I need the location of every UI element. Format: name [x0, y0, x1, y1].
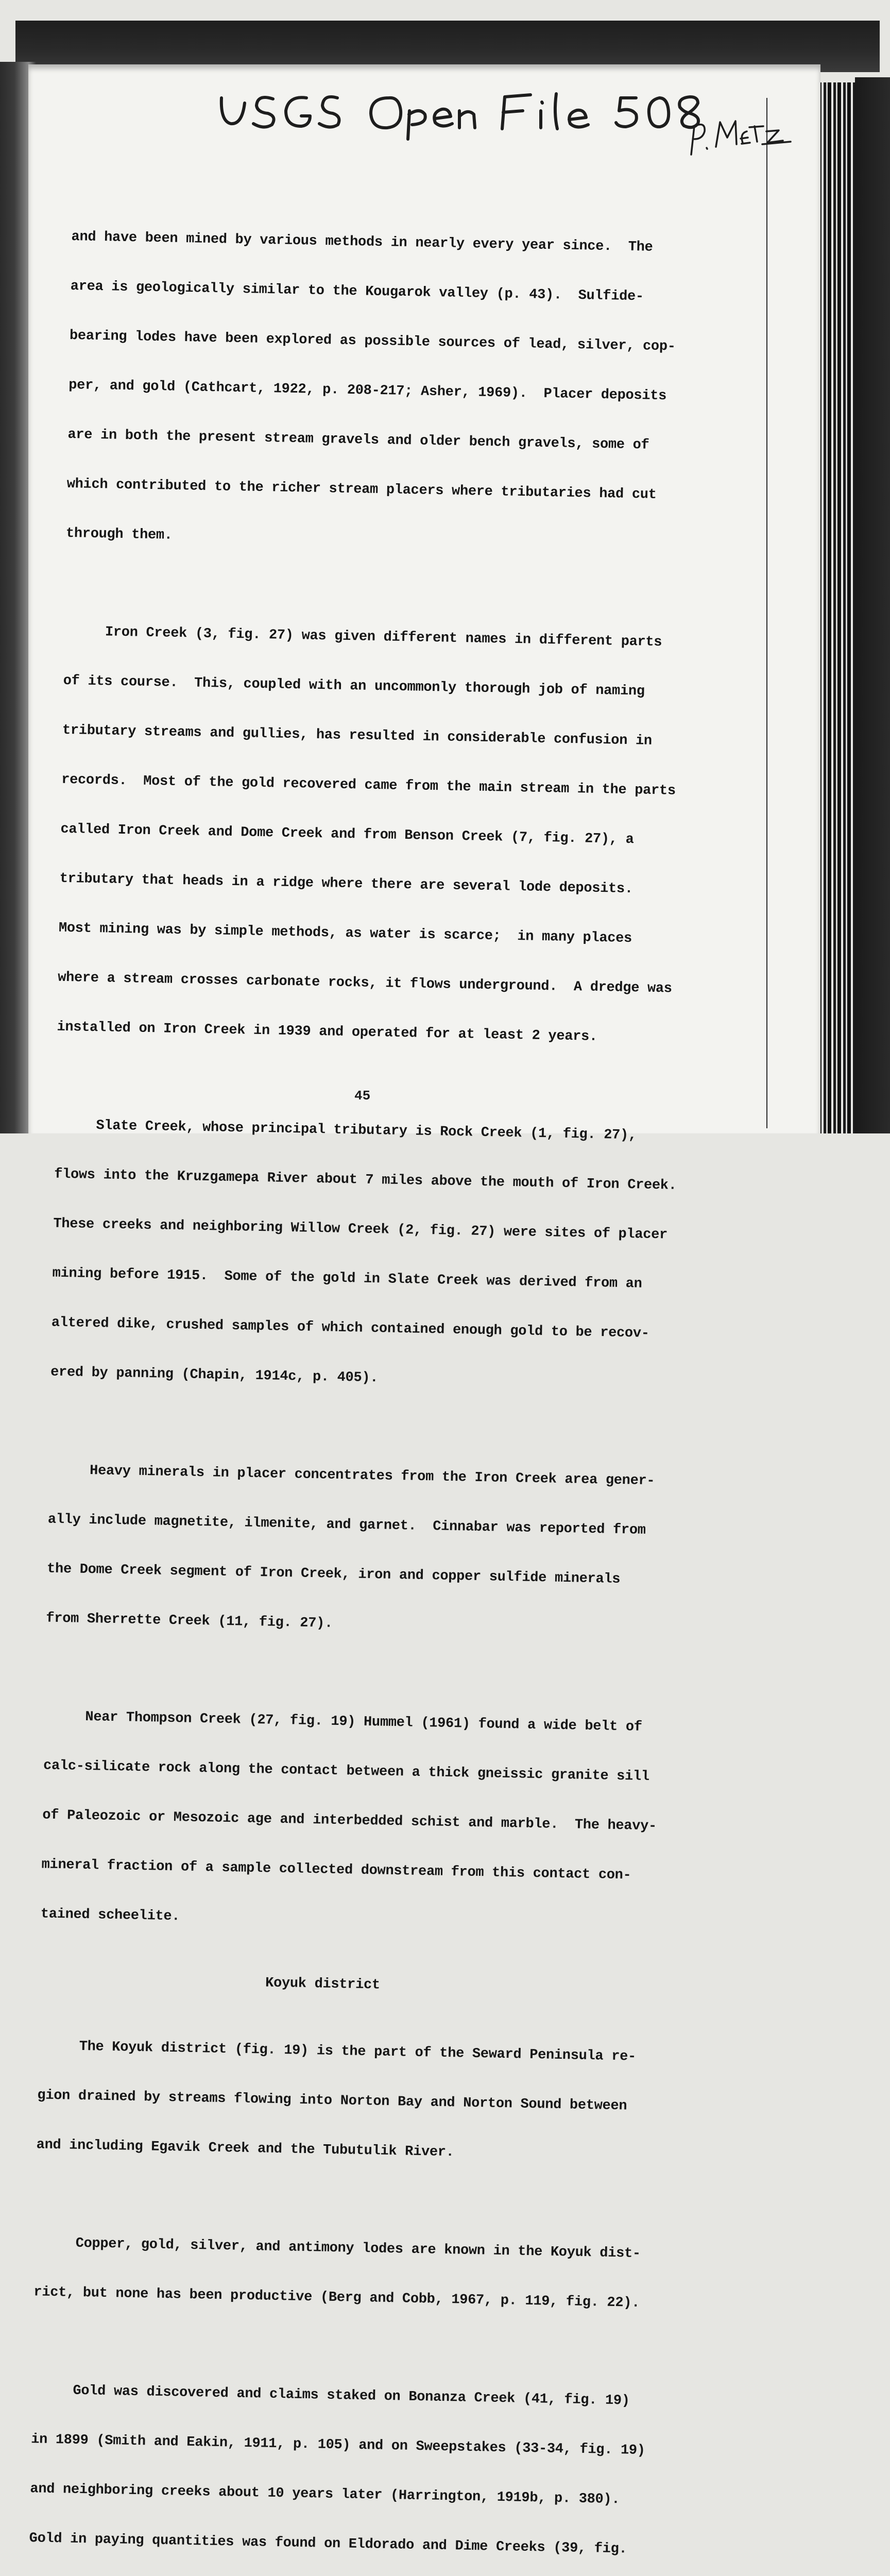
text-line: Heavy minerals in placer concentrates from the Iron Creek area gener- — [48, 1462, 655, 1489]
text-line: called Iron Creek and Dome Creek and from Benson Creek (7, fig. 27), a — [60, 821, 634, 848]
text-line: the Dome Creek segment of Iron Creek, iron and copper sulfide minerals — [46, 1561, 621, 1587]
body-text — [26, 196, 721, 2576]
text-line: ally include magnetite, ilmenite, and garnet. Cinnabar was reported from — [47, 1512, 646, 1538]
text-line: Copper, gold, silver, and antimony lodes are known in the Koyuk dist- — [34, 2235, 641, 2262]
text-line: ered by panning (Chapin, 1914c, p. 405). — [50, 1364, 379, 1386]
handwritten-signature — [685, 116, 798, 157]
text-line: The Koyuk district (fig. 19) is the part of the Seward Peninsula re- — [38, 2038, 637, 2065]
text-line: Most mining was by simple methods, as water is scarce; in many places — [58, 920, 632, 947]
text-line: which contributed to the richer stream placers where tributaries had cut — [66, 476, 657, 503]
text-line: area is geologically similar to the Kougarok valley (p. 43). Sulfide- — [70, 278, 644, 305]
text-line: tributary streams and gullies, has resulted in considerable confusion in — [62, 722, 653, 749]
text-line: through them. — [65, 526, 173, 544]
text-line: of Paleozoic or Mesozoic age and interbedded schist and marble. The heavy- — [42, 1807, 657, 1835]
paragraph — [56, 590, 714, 1080]
paragraph — [33, 2201, 684, 2345]
text-line: Slate Creek, whose principal tributary is Rock Creek (1, fig. 27), — [55, 1117, 637, 1144]
text-line: and including Egavik Creek and the Tubutulik River. — [36, 2137, 454, 2161]
text-line: Near Thompson Creek (27, fig. 19) Hummel (1961) found a wide belt of — [44, 1708, 642, 1735]
text-line: calc-silicate rock along the contact between a thick gneissic granite sill — [43, 1758, 650, 1785]
paragraph — [45, 1429, 698, 1672]
paragraph — [40, 1675, 694, 1968]
paragraph — [27, 2349, 682, 2576]
paragraph — [50, 1084, 705, 1426]
handwritten-title — [216, 82, 711, 139]
text-line: and have been mined by various methods in nearly every year since. The — [71, 229, 653, 256]
text-line: flows into the Kruzgamepa River about 7 miles above the mouth of Iron Creek. — [54, 1166, 677, 1194]
text-line: bearing lodes have been explored as possible sources of lead, silver, cop- — [69, 328, 676, 355]
text-line: mining before 1915. Some of the gold in Slate Creek was derived from an — [52, 1265, 642, 1292]
text-line: These creeks and neighboring Willow Creek (2, fig. 27) were sites of placer — [53, 1216, 668, 1243]
paragraph — [36, 2005, 688, 2198]
text-line: mineral fraction of a sample collected downstream from this contact con- — [41, 1857, 631, 1884]
text-line: and neighboring creeks about 10 years later (Harrington, 1919b, p. 380). — [30, 2481, 620, 2508]
text-line: rict, but none has been productive (Berg and Cobb, 1967, p. 119, fig. 22). — [33, 2284, 640, 2311]
text-line: gion drained by streams flowing into Norton Bay and Norton Sound between — [37, 2088, 627, 2114]
text-line: are in both the present stream gravels and older bench gravels, some of — [67, 427, 649, 453]
section-heading: Koyuk district — [265, 1975, 381, 1993]
text-line: tributary that heads in a ridge where there are several lode deposits. — [59, 871, 633, 897]
text-line: from Sherrette Creek (11, fig. 27). — [46, 1611, 333, 1632]
text-line: records. Most of the gold recovered came from the main stream in the parts — [61, 772, 676, 799]
text-line: altered dike, crushed samples of which contained enough gold to be recov- — [51, 1315, 649, 1342]
text-line: Iron Creek (3, fig. 27) was given different names in different parts — [64, 623, 662, 651]
text-line: Gold was discovered and claims staked on Bonanza Creek (41, fig. 19) — [31, 2382, 630, 2409]
text-line: where a stream crosses carbonate rocks, it flows underground. A dredge was — [57, 970, 672, 997]
page-number: 45 — [354, 1088, 371, 1104]
text-line: of its course. This, coupled with an uncommonly thorough job of naming — [63, 673, 645, 700]
binder-shadow — [855, 77, 890, 1133]
text-line: in 1899 (Smith and Eakin, 1911, p. 105) and on Sweepstakes (33-34, fig. 19) — [30, 2432, 645, 2459]
text-line: per, and gold (Cathcart, 1922, p. 208-217; Asher, 1969). Placer deposits — [68, 377, 667, 404]
page-margin-rule — [766, 98, 767, 1128]
text-line: installed on Iron Creek in 1939 and operated for at least 2 years. — [57, 1019, 598, 1045]
text-line: tained scheelite. — [40, 1906, 180, 1925]
text-line: Gold in paying quantities was found on Eldorado and Dime Creeks (39, fig. — [29, 2531, 627, 2557]
paragraph — [65, 196, 721, 587]
